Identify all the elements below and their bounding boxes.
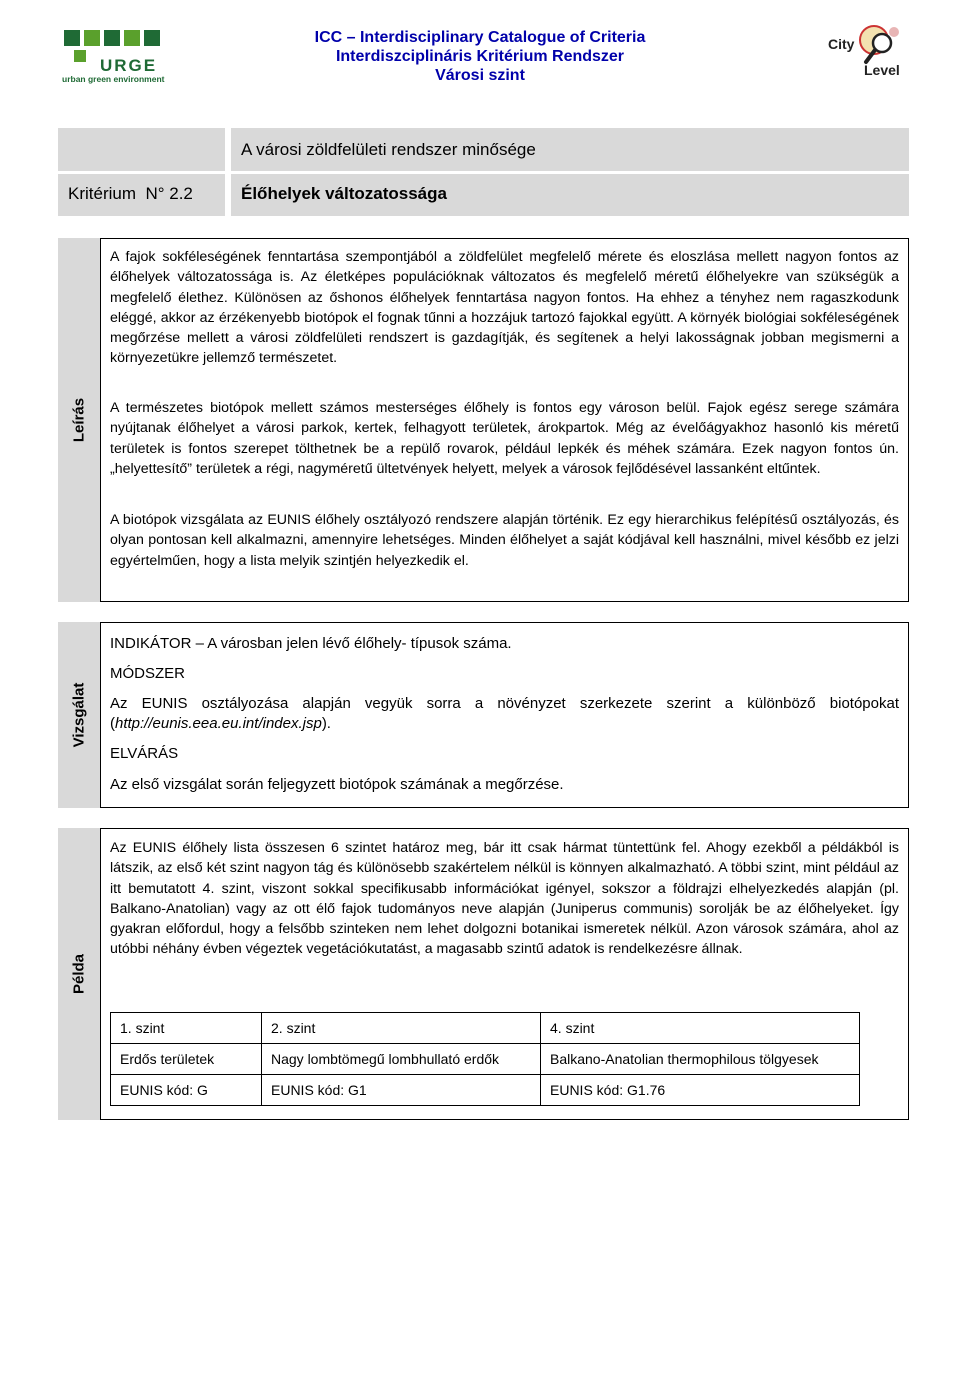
table-cell: EUNIS kód: G	[111, 1075, 262, 1106]
city-logo-word: City	[828, 36, 855, 52]
expect-heading: ELVÁRÁS	[110, 745, 179, 762]
table-row	[111, 1044, 860, 1075]
leiras-paragraph: A fajok sokféleségének fenntartása szempontjából a zöldfelület megfelelő mérete és eloszlása mellett nagyon fontos az élőhelyek változatossága is. Az életképes populációknak változatos és megfelelő méretű élőhelyekre van szükségük a megfelelő élethez. Különösen az őshonos élőhelyek fenntartása nagyon fontos. Ha ehhez a tényhez nem ragaszkodunk eléggé, akkor az érzékenyebb biotópok el fognak tűnni a hozzájuk tartozó fajokkal együtt. A környék biológiai sokféleségének megőrzése mellett a városi zöldfelületi rendszert is gazdagítják, és segítenek a helyi lakosságnak jobban megismerni a környezetükre jellemző természetet.	[110, 249, 899, 367]
pelda-label: Példa	[70, 953, 88, 995]
urge-logo-square	[84, 30, 100, 46]
method-text-part: Az EUNIS osztályozása alapján vegyük sorra a növényzet szerkezete szerint a különböző biotópokat (	[110, 695, 899, 733]
expect-text: Az első vizsgálat során feljegyzett biotópok számának a megőrzése.	[110, 776, 564, 793]
table-row	[111, 1075, 860, 1106]
table-cell: Erdős területek	[111, 1044, 262, 1075]
table-cell: EUNIS kód: G1.76	[541, 1075, 860, 1106]
document-title	[260, 28, 700, 85]
criterion-name: Élőhelyek változatossága	[241, 184, 447, 203]
vizsgalat-label: Vizsgálat	[70, 682, 88, 748]
urge-logo-square	[124, 30, 140, 46]
urge-logo-square	[104, 30, 120, 46]
method-text	[110, 694, 899, 735]
leiras-paragraph: A természetes biotópok mellett számos mesterséges élőhely is fontos egy városon belül. Fajok egész serege számára nyújtanak élőhelyet a városi parkok, kertek, felhagyott területek, árokpartok. Még az évelőágyakhoz hasonló kis méretű területek is fontos szerepet tölthetnek be a repülő rovarok, például lepkék és méhek számára. Ezek nagyon fontos ún. „helyettesítő” területek a régi, nagyméretű ültetvények helyett, melyek a városok fejlődésével lassanként eltűntek.	[110, 400, 899, 477]
document-title-line: ICC – Interdisciplinary Catalogue of Criteria	[314, 29, 646, 46]
document-title-line: Interdiszciplináris Kritérium Rendszer	[335, 48, 625, 65]
criterion-divider	[58, 171, 909, 174]
urge-logo-square	[74, 50, 86, 62]
pelda-sidebar	[58, 828, 100, 1120]
leiras-paragraph: A biotópok vizsgálata az EUNIS élőhely osztályozó rendszere alapján történik. Ez egy hierarchikus felépítésű osztályozás, és olyan pontosan kell alkalmazni, amennyire lehetséges. Minden élőhelyet a saját kódjával kell használni, mivel később ez jelzi egyértelműen, hogy a lista melyik szintjén helyezkedik el.	[110, 512, 899, 569]
pelda-paragraph: Az EUNIS élőhely lista összesen 6 szintet határoz meg, bár itt csak hármat tüntettünk fel. Ahogy ezekből a példákból is látszik, az első két szint nagyon tág és különösebb szakértelem nélkül is könnyen alkalmazható. A többi szint, mint például az itt bemutatott 4. szint, viszont sokkal specifikusabb információkat igényel, sokszor a földrajzi elhelyezkedés alapján (pl. Balkano-Anatolian) vagy az ott élő fajok tudományos neve alapján (Juniperus communis) sorolják be az élőhelyeket. Így gyakran előfordul, hogy a felsőbb szinteken nem lehet dolgozni botanikai ismeretek nélkül. Azon városok számára, ahol az utóbbi néhány évben végeztek vegetációkutatást, a magasabb szintű adatok is rendelkezésre állnak.	[110, 840, 899, 958]
urge-logo-square	[64, 30, 80, 46]
table-cell: Nagy lombtömegű lombhullató erdők	[262, 1044, 541, 1075]
level-logo-word: Level	[864, 62, 900, 78]
method-heading: MÓDSZER	[110, 665, 185, 682]
urge-logo	[60, 18, 180, 86]
eunis-example-table	[110, 1012, 860, 1106]
vizsgalat-sidebar	[58, 622, 100, 808]
document-title-line: Városi szint	[435, 67, 525, 84]
urge-logo-subtitle: urban green environment	[62, 74, 165, 84]
urge-logo-square	[144, 30, 160, 46]
leiras-sidebar	[58, 238, 100, 602]
table-cell: 1. szint	[111, 1013, 262, 1044]
method-text-part: ).	[321, 715, 331, 733]
table-cell: 2. szint	[262, 1013, 541, 1044]
table-row	[111, 1013, 860, 1044]
leiras-label: Leírás	[70, 397, 88, 443]
criterion-topic: A városi zöldfelületi rendszer minősége	[241, 140, 536, 159]
table-cell: Balkano-Anatolian thermophilous tölgyesek	[541, 1044, 860, 1075]
city-level-logo	[824, 20, 908, 84]
urge-logo-word: URGE	[100, 56, 158, 75]
criterion-number: Kritérium N° 2.2	[68, 184, 193, 203]
eunis-link[interactable]: http://eunis.eea.eu.int/index.jsp	[115, 715, 322, 733]
table-cell: EUNIS kód: G1	[262, 1075, 541, 1106]
table-cell: 4. szint	[541, 1013, 860, 1044]
indicator-text: INDIKÁTOR – A városban jelen lévő élőhely- típusok száma.	[110, 635, 512, 652]
